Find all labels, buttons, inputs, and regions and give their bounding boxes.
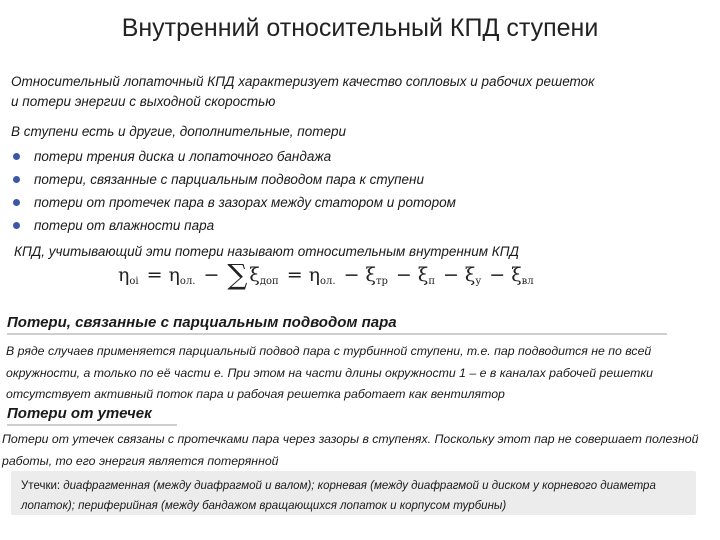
leaks-types-text: Утечки: диафрагменная (между диафрагмой и валом); корневая (между диафрагмой и диском у корневого диаметра лопаток); периферийная (между бандажом вращающихся лопаток и корпусом турбины) xyxy=(21,480,656,512)
intro-paragraph xyxy=(11,72,595,112)
bullet-icon xyxy=(13,176,20,183)
leaks-paragraph: Потери от утечек связаны с протечками пара через зазоры в ступенях. Поскольку этот пар не совершает полезной работы, то его энергия является потерянной xyxy=(2,432,699,468)
bullet-icon xyxy=(13,222,20,229)
list-item: потери трения диска и лопаточного бандажа xyxy=(11,145,456,168)
intro-line-2: и потери энергии с выходной скоростью xyxy=(11,94,276,109)
partial-heading: Потери, связанные с парциальным подводом пара xyxy=(7,314,667,335)
bullet-icon xyxy=(13,153,20,160)
extra-losses-list xyxy=(11,145,456,237)
bullet-icon xyxy=(13,199,20,206)
partial-paragraph: В ряде случаев применяется парциальный подвод пара с турбинной ступени, т.е. пар подводится не по всей окружности, а только по её части e. При этом на части длины окружности 1 – e в каналах рабочей решетки отсутствует активный поток пара и рабочая решетка работает как вентилятор xyxy=(6,344,653,401)
leaks-heading: Потери от утечек xyxy=(7,405,177,426)
kpd-definition: КПД, учитывающий эти потери называют относительным внутренним КПД xyxy=(14,244,519,259)
intro-line-1: Относительный лопаточный КПД характеризует качество сопловых и рабочих решеток xyxy=(11,74,595,89)
kpd-formula: η oi = η ол. − ∑ ξ доп = η ол. − ξ тр − ξ п − ξ у − ξ вл xyxy=(118,258,534,291)
list-item: потери, связанные с парциальным подводом пара к ступени xyxy=(11,168,456,191)
extra-losses-heading: В ступени есть и другие, дополнительные, потери xyxy=(11,124,346,139)
leaks-types-label: Утечки: xyxy=(21,480,61,492)
page-title: Внутренний относительный КПД ступени xyxy=(121,14,599,42)
list-item: потери от влажности пара xyxy=(11,214,456,237)
list-item: потери от протечек пара в зазорах между статором и ротором xyxy=(11,191,456,214)
